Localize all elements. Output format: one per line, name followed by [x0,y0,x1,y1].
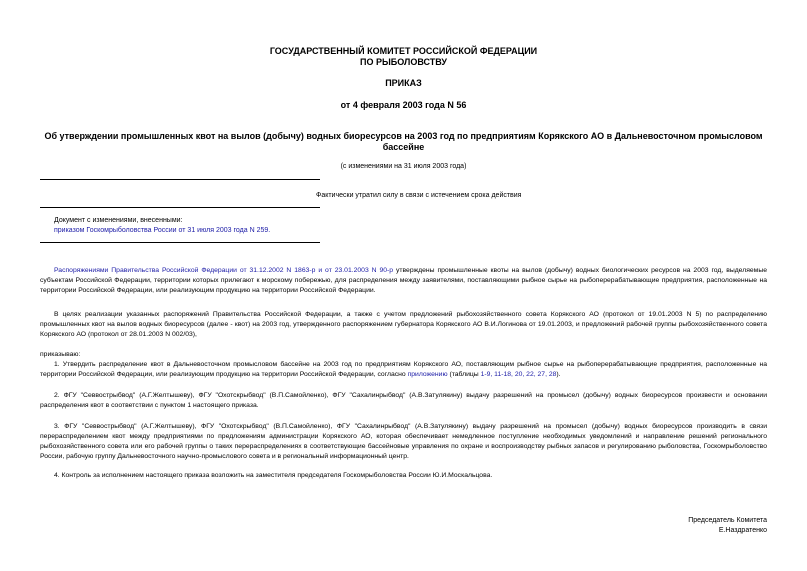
order-item-4: 4. Контроль за исполнением настоящего приказа возложить на заместителя председателя Госкомрыболовства России Ю.И.Москальцова. [54,472,493,479]
divider [40,207,320,208]
divider [40,179,320,180]
signatory-position: Председатель Комитета [688,517,767,524]
authority-line-1: ГОСУДАРСТВЕННЫЙ КОМИТЕТ РОССИЙСКОЙ ФЕДЕРАЦИИ [269,46,538,56]
changes-note: (с изменениями на 31 июля 2003 года) [340,163,467,170]
tables-links[interactable]: 1-9, 11-18, 20, 22, 27, 28 [480,371,557,378]
amendments-label: Документ с изменениями, внесенными: [54,217,183,224]
signatory-name: Е.Наздратенко [718,527,767,534]
document-title: Об утверждении промышленных квот на вылов (добычу) водных биоресурсов на 2003 год по предприятиям Корякского АО в Дальневосточном промысловом бассейне [44,131,763,152]
preamble-text: утверждены промышленные квоты на вылов (добычу) водных биологических ресурсов на 2003 год, выделяемые субъектам Российской Федерации, территории которых прилегают к морскому побережью, для распределения между заявителями, поставляющими рыбное сырье на рыбоперерабатывающие предприятия, расположенные на территории Российской Федерации, или реализующим продукцию на территории Российской Федерации. [40,267,767,294]
validity-status: Фактически утратил силу в связи с истечением срока действия [316,192,522,199]
signature-block [688,516,767,536]
order-item-1 [40,360,767,380]
order-item-2: 2. ФГУ "Севвострыбвод" (А.Г.Желтышеву), ФГУ "Охотскрыбвод" (В.П.Самойленко), ФГУ "Сахалинрыбвод" (А.В.Затулякину) выдачу разрешений на промысел (добычу) водных биоресурсов произвести и основании распределения квот в соответствии с пунктом 1 настоящего приказа. [40,392,767,409]
tables-open: (таблицы [447,371,481,378]
order-item-1-text: 1. Утвердить распределение квот в Дальневосточном промысловом бассейне на 2003 год по предприятиям Корякского АО, поставляющим рыбное сырье на рыбоперерабатывающие предприятия, расположенные на территории Российской Федерации, или реализующим продукцию на территории Российской Федерации, согласно [40,361,767,378]
amendment-link[interactable]: приказом Госкомрыболовства России от 31 июля 2003 года N 259. [54,227,271,234]
order-item-3: 3. ФГУ "Севвострыбвод" (А.Г.Желтышеву), ФГУ "Охотскрыбвод" (В.П.Самойленко), ФГУ "Сахалинрыбвод" (А.В.Затулякину) выдачу разрешений на промысел (добычу) водных биоресурсов производить в связи перераспределением квот между предприятиями по предложениям администрации Корякского АО, которая обеспечивает немедленное поступление необходимых уведомлений и направление решений регионального рыбохозяйственного совета или его рабочей группы о таких перераспределениях в соответствующие бассейновые управления по охране и воспроизводству рыбных запасов и регулированию рыболовства, Госкомрыболовство России, рабочую группу Дальневосточного научно-промыслового совета и в региональный информационный центр. [40,423,767,460]
document-type: ПРИКАЗ [385,78,422,88]
government-orders-link[interactable]: Распоряжениями Правительства Российской Федерации от 31.12.2002 N 1863-р и от 23.01.2003 N 90-р [54,267,394,274]
paragraph-purpose: В целях реализации указанных распоряжений Правительства Российской Федерации, а также с учетом предложений рыбохозяйственного совета Корякского АО (протокол от 19.01.2003 N 5) по распределению промышленных квот на вылов водных биоресурсов (далее - квот) на 2003 год, утвержденного распоряжением губернатора Корякского АО В.И.Логинова от 19.01.2003, и предложений рабочей группы рыбохозяйственного совета Корякского АО (протокол от 28.01.2003 N 002/03), [40,311,767,338]
document-date-number: от 4 февраля 2003 года N 56 [340,100,467,110]
appendix-link[interactable]: приложению [407,371,448,378]
divider [40,242,320,243]
amendments-note [54,216,270,236]
tables-close: ). [556,371,561,378]
orders-heading: приказываю: [40,351,81,358]
paragraph-preamble [40,266,767,296]
issuing-authority [0,46,807,68]
authority-line-2: ПО РЫБОЛОВСТВУ [359,57,448,67]
